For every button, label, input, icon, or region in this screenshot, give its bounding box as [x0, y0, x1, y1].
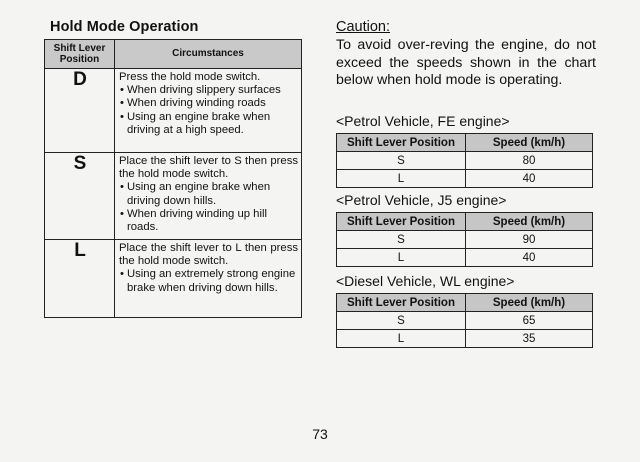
table-row	[337, 312, 593, 330]
table-header-row	[45, 40, 302, 69]
table-row-l	[45, 240, 302, 318]
bullet-item: • Using an engine brake when driving down hills.	[119, 181, 298, 207]
speed-cell: 80	[466, 152, 593, 170]
table-row	[337, 231, 593, 249]
bullet-list	[119, 181, 298, 234]
bullet-list	[119, 268, 298, 294]
header-speed: Speed (km/h)	[466, 213, 593, 231]
header-shift-lever-position: Shift Lever Position	[337, 134, 466, 152]
speed-table-fe	[336, 133, 593, 188]
position-s: S	[45, 153, 115, 240]
table-row	[337, 249, 593, 267]
bullet-item: • When driving slippery surfaces	[119, 84, 298, 97]
position-cell: L	[337, 170, 466, 188]
speed-table-j5	[336, 212, 593, 267]
header-shift-lever-position: Shift Lever Position	[337, 294, 466, 312]
header-speed: Speed (km/h)	[466, 294, 593, 312]
table-row-s	[45, 153, 302, 240]
table-header-row	[337, 294, 593, 312]
table-row-d	[45, 69, 302, 153]
bullet-item: • When driving winding roads	[119, 97, 298, 110]
speed-cell: 65	[466, 312, 593, 330]
header-shift-lever-position: Shift Lever Position	[45, 40, 115, 69]
position-cell: L	[337, 249, 466, 267]
circumstances-l	[115, 240, 302, 318]
position-d: D	[45, 69, 115, 153]
speed-block-j5	[336, 192, 593, 267]
section-title: Hold Mode Operation	[50, 19, 199, 35]
caution-title: Caution:	[336, 19, 391, 35]
bullet-item: • Using an engine brake when driving at a high speed.	[119, 111, 298, 137]
position-cell: S	[337, 231, 466, 249]
bullet-list	[119, 84, 298, 137]
hold-mode-table	[44, 39, 302, 318]
position-l: L	[45, 240, 115, 318]
position-cell: L	[337, 330, 466, 348]
circumstances-s	[115, 153, 302, 240]
table-row	[337, 170, 593, 188]
table-header-row	[337, 134, 593, 152]
header-speed: Speed (km/h)	[466, 134, 593, 152]
table-row	[337, 330, 593, 348]
header-circumstances: Circumstances	[115, 40, 302, 69]
speed-block-wl	[336, 273, 593, 348]
instruction-text: Place the shift lever to L then press the hold mode switch.	[119, 242, 298, 268]
caution-column	[336, 19, 598, 345]
table-header-row	[337, 213, 593, 231]
speed-cell: 90	[466, 231, 593, 249]
speed-cell: 35	[466, 330, 593, 348]
vehicle-label: <Petrol Vehicle, J5 engine>	[336, 192, 507, 208]
table-row	[337, 152, 593, 170]
speed-table-wl	[336, 293, 593, 348]
bullet-item: • When driving winding up hill roads.	[119, 208, 298, 234]
caution-text: To avoid over-reving the engine, do not exceed the speeds shown in the chart below when hold mode is operating.	[336, 37, 596, 88]
bullet-item: • Using an extremely strong engine brake when driving down hills.	[119, 268, 298, 294]
speed-cell: 40	[466, 170, 593, 188]
page-number: 73	[312, 426, 328, 442]
speed-cell: 40	[466, 249, 593, 267]
header-shift-lever-position: Shift Lever Position	[337, 213, 466, 231]
position-cell: S	[337, 152, 466, 170]
vehicle-label: <Diesel Vehicle, WL engine>	[336, 273, 515, 289]
instruction-text: Press the hold mode switch.	[119, 71, 261, 83]
vehicle-label: <Petrol Vehicle, FE engine>	[336, 113, 510, 129]
circumstances-d	[115, 69, 302, 153]
position-cell: S	[337, 312, 466, 330]
instruction-text: Place the shift lever to S then press the hold mode switch.	[119, 155, 298, 181]
speed-block-fe	[336, 113, 593, 188]
